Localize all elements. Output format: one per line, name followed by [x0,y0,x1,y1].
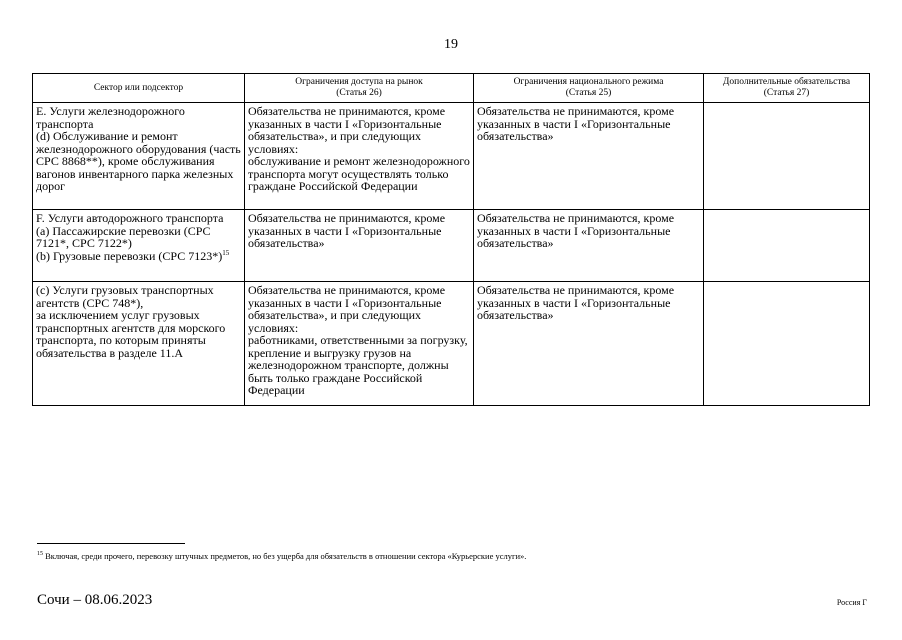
table-row [33,210,870,282]
footnote-text: Включая, среди прочего, перевозку штучных предметов, но без ущерба для обязательств в отношении сектора «Курьерские услуги». [43,551,527,561]
footnote-ref: 15 [222,248,230,257]
footnote-divider [37,543,185,544]
cell-national-treatment: Обязательства не принимаются, кроме указанных в части I «Горизонтальные обязательства» [474,103,704,210]
cell-additional-commitments [704,210,870,282]
cell-sector: E. Услуги железнодорожного транспорта (d) Обслуживание и ремонт железнодорожного оборудования (часть СРС 8868**), кроме обслуживания вагонов инвентарного парка железных дорог [33,103,245,210]
cell-sector: F. Услуги автодорожного транспорта (а) Пассажирские перевозки (СРС 7121*, СРС 7122*) (b) Грузовые перевозки (СРС 7123*)$^{15}$ [33,210,245,282]
table-row [33,282,870,406]
footer-place-date: Сочи – 08.06.2023 [37,592,153,608]
cell-national-treatment: Обязательства не принимаются, кроме указанных в части I «Горизонтальные обязательства» [474,210,704,282]
cell-market-access: Обязательства не принимаются, кроме указанных в части I «Горизонтальные обязательства», и при следующих условиях: обслуживание и ремонт железнодорожного транспорта могут осуществлять только граждане Российской Федерации [245,103,474,210]
footnote [37,551,526,561]
footnote-number: 15 [37,551,43,558]
cell-additional-commitments [704,282,870,406]
cell-national-treatment: Обязательства не принимаются, кроме указанных в части I «Горизонтальные обязательства» [474,282,704,406]
cell-additional-commitments [704,103,870,210]
header-national-treatment: Ограничения национального режима (Статья 25) [474,74,704,103]
cell-market-access: Обязательства не принимаются, кроме указанных в части I «Горизонтальные обязательства» [245,210,474,282]
commitments-table [32,73,870,406]
table-header-row [33,74,870,103]
cell-sector: (с) Услуги грузовых транспортных агентств (СРС 748*), за исключением услуг грузовых транспортных агентств для морского транспорта, по которым приняты обязательства в разделе 11.А [33,282,245,406]
cell-market-access: Обязательства не принимаются, кроме указанных в части I «Горизонтальные обязательства», и при следующих условиях: работниками, ответственными за погрузку, крепление и выгрузку грузов на железнодорожном транспорте, должны быть только граждане Российской Федерации [245,282,474,406]
footer-document-label: Россия Г [836,598,867,607]
header-additional-commitments: Дополнительные обязательства (Статья 27) [704,74,870,103]
header-market-access: Ограничения доступа на рынок (Статья 26) [245,74,474,103]
page-number: 19 [444,37,458,52]
header-sector: Сектор или подсектор [33,74,245,103]
table-row [33,103,870,210]
